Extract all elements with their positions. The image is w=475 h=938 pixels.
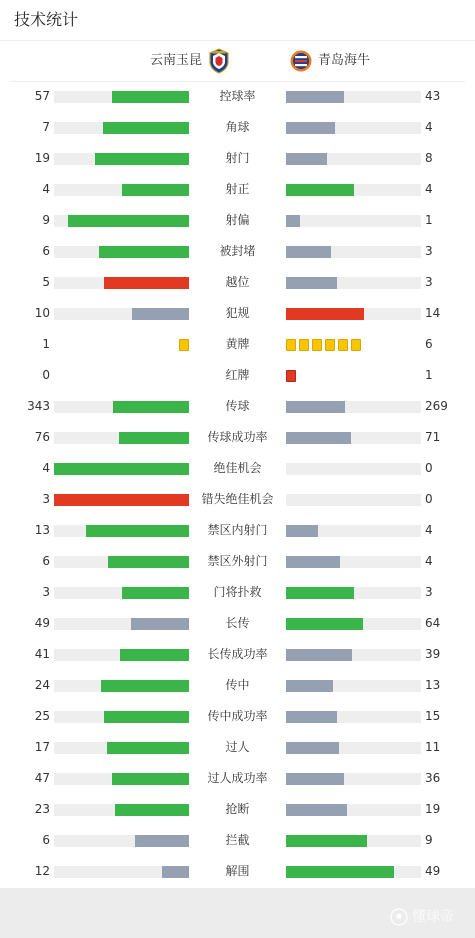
away-bar-track bbox=[286, 556, 421, 568]
home-value: 49 bbox=[34, 616, 50, 630]
watermark-text: 懂球帝 bbox=[412, 909, 454, 925]
away-bar-fill bbox=[286, 525, 318, 537]
home-bar-track bbox=[54, 215, 189, 227]
away-bar-track bbox=[286, 184, 421, 196]
away-bar-fill bbox=[286, 711, 337, 723]
away-value: 64 bbox=[425, 616, 441, 630]
away-bar-track bbox=[286, 215, 421, 227]
home-bar-fill bbox=[86, 525, 189, 537]
home-value: 5 bbox=[42, 275, 50, 289]
stat-row bbox=[0, 763, 475, 794]
stat-row bbox=[0, 732, 475, 763]
home-value: 9 bbox=[42, 213, 50, 227]
away-bar-track bbox=[286, 463, 421, 475]
away-value: 4 bbox=[425, 523, 433, 537]
home-cards bbox=[179, 339, 189, 351]
away-cards bbox=[286, 370, 296, 382]
home-bar-fill bbox=[95, 153, 190, 165]
football-icon bbox=[390, 908, 408, 926]
home-value: 19 bbox=[34, 151, 50, 165]
away-bar-track bbox=[286, 277, 421, 289]
stat-row bbox=[0, 825, 475, 856]
away-value: 0 bbox=[425, 461, 433, 475]
yellow-card-icon bbox=[325, 339, 335, 351]
away-bar-track bbox=[286, 835, 421, 847]
home-bar-fill bbox=[115, 804, 189, 816]
away-value: 19 bbox=[425, 802, 441, 816]
away-bar-track bbox=[286, 711, 421, 723]
home-bar-track bbox=[54, 649, 189, 661]
home-bar-track bbox=[54, 804, 189, 816]
home-value: 57 bbox=[34, 89, 50, 103]
home-bar-track bbox=[54, 494, 189, 506]
stat-row bbox=[0, 670, 475, 701]
away-value: 49 bbox=[425, 864, 441, 878]
home-bar-track bbox=[54, 866, 189, 878]
away-value: 3 bbox=[425, 275, 433, 289]
away-bar-track bbox=[286, 494, 421, 506]
home-value: 23 bbox=[34, 802, 50, 816]
home-value: 4 bbox=[42, 461, 50, 475]
stat-label: 传球 bbox=[225, 399, 250, 413]
away-bar-fill bbox=[286, 432, 351, 444]
home-value: 0 bbox=[42, 368, 50, 382]
stat-row bbox=[0, 267, 475, 298]
home-bar-track bbox=[54, 618, 189, 630]
home-bar-fill bbox=[132, 308, 189, 320]
away-team[interactable] bbox=[290, 47, 370, 75]
away-bar-track bbox=[286, 680, 421, 692]
stat-row bbox=[0, 112, 475, 143]
away-bar-fill bbox=[286, 680, 333, 692]
away-bar-fill bbox=[286, 308, 364, 320]
away-value: 71 bbox=[425, 430, 441, 444]
stat-row bbox=[0, 143, 475, 174]
away-bar-track bbox=[286, 866, 421, 878]
home-bar-track bbox=[54, 711, 189, 723]
stat-label: 传球成功率 bbox=[207, 430, 268, 444]
home-team-logo-icon bbox=[208, 48, 230, 74]
away-cards bbox=[286, 339, 361, 351]
home-bar-track bbox=[54, 401, 189, 413]
away-team-logo-icon bbox=[290, 48, 312, 74]
away-value: 36 bbox=[425, 771, 441, 785]
stat-label: 射正 bbox=[225, 182, 250, 196]
away-value: 43 bbox=[425, 89, 441, 103]
home-bar-track bbox=[54, 556, 189, 568]
home-bar-fill bbox=[113, 401, 189, 413]
home-value: 4 bbox=[42, 182, 50, 196]
away-value: 4 bbox=[425, 120, 433, 134]
home-bar-fill bbox=[122, 587, 190, 599]
stat-row bbox=[0, 205, 475, 236]
away-bar-track bbox=[286, 773, 421, 785]
away-bar-fill bbox=[286, 153, 327, 165]
home-bar-track bbox=[54, 835, 189, 847]
away-bar-fill bbox=[286, 215, 300, 227]
home-bar-fill bbox=[99, 246, 189, 258]
home-value: 7 bbox=[42, 120, 50, 134]
stat-row bbox=[0, 453, 475, 484]
away-value: 11 bbox=[425, 740, 441, 754]
stat-label: 禁区内射门 bbox=[207, 523, 268, 537]
home-bar-track bbox=[54, 91, 189, 103]
home-bar-fill bbox=[131, 618, 189, 630]
home-bar-track bbox=[54, 277, 189, 289]
stat-label: 传中成功率 bbox=[207, 709, 268, 723]
home-bar-fill bbox=[104, 711, 189, 723]
away-bar-fill bbox=[286, 277, 337, 289]
away-bar-track bbox=[286, 246, 421, 258]
stat-label: 传中 bbox=[225, 678, 250, 692]
away-value: 3 bbox=[425, 585, 433, 599]
away-team-name: 青岛海牛 bbox=[318, 53, 371, 68]
stat-label: 拦截 bbox=[225, 833, 250, 847]
stat-row bbox=[0, 701, 475, 732]
away-value: 9 bbox=[425, 833, 433, 847]
home-value: 25 bbox=[34, 709, 50, 723]
stat-label: 被封堵 bbox=[219, 244, 256, 258]
home-bar-fill bbox=[119, 432, 189, 444]
away-bar-track bbox=[286, 432, 421, 444]
away-bar-track bbox=[286, 401, 421, 413]
away-bar-fill bbox=[286, 742, 339, 754]
away-value: 0 bbox=[425, 492, 433, 506]
stat-label: 长传 bbox=[225, 616, 250, 630]
stat-row bbox=[0, 546, 475, 577]
away-value: 1 bbox=[425, 213, 433, 227]
stat-row bbox=[0, 236, 475, 267]
home-bar-track bbox=[54, 184, 189, 196]
stat-row bbox=[0, 174, 475, 205]
away-bar-fill bbox=[286, 556, 340, 568]
away-value: 8 bbox=[425, 151, 433, 165]
home-value: 17 bbox=[34, 740, 50, 754]
home-bar-fill bbox=[122, 184, 190, 196]
home-bar-fill bbox=[68, 215, 190, 227]
header bbox=[0, 0, 475, 41]
home-value: 3 bbox=[42, 492, 50, 506]
home-value: 1 bbox=[42, 337, 50, 351]
away-bar-track bbox=[286, 587, 421, 599]
stat-row bbox=[0, 856, 475, 887]
home-bar-track bbox=[54, 773, 189, 785]
home-value: 12 bbox=[34, 864, 50, 878]
home-bar-fill bbox=[108, 556, 189, 568]
stat-row bbox=[0, 577, 475, 608]
stat-row bbox=[0, 360, 475, 391]
away-bar-track bbox=[286, 742, 421, 754]
home-value: 343 bbox=[27, 399, 50, 413]
away-value: 4 bbox=[425, 182, 433, 196]
away-bar-track bbox=[286, 618, 421, 630]
stat-row bbox=[0, 329, 475, 360]
away-bar-track bbox=[286, 122, 421, 134]
stat-label: 解围 bbox=[225, 864, 250, 878]
stat-label: 射偏 bbox=[225, 213, 250, 227]
home-value: 13 bbox=[34, 523, 50, 537]
stat-label: 长传成功率 bbox=[207, 647, 268, 661]
home-value: 6 bbox=[42, 244, 50, 258]
home-bar-track bbox=[54, 680, 189, 692]
stat-label: 门将扑救 bbox=[213, 585, 262, 599]
home-bar-track bbox=[54, 587, 189, 599]
stat-label: 过人成功率 bbox=[207, 771, 268, 785]
stat-label: 红牌 bbox=[225, 368, 250, 382]
away-bar-fill bbox=[286, 91, 344, 103]
stat-label: 角球 bbox=[225, 120, 250, 134]
away-bar-fill bbox=[286, 587, 354, 599]
yellow-card-icon bbox=[179, 339, 189, 351]
home-bar-track bbox=[54, 153, 189, 165]
home-bar-fill bbox=[107, 742, 189, 754]
stat-label: 过人 bbox=[225, 740, 250, 754]
stat-row bbox=[0, 422, 475, 453]
away-bar-fill bbox=[286, 866, 394, 878]
home-team-name: 云南玉昆 bbox=[149, 53, 202, 68]
home-bar-track bbox=[54, 463, 189, 475]
away-bar-fill bbox=[286, 401, 345, 413]
home-bar-fill bbox=[103, 122, 189, 134]
yellow-card-icon bbox=[338, 339, 348, 351]
home-value: 24 bbox=[34, 678, 50, 692]
stat-row bbox=[0, 608, 475, 639]
home-bar-track bbox=[54, 742, 189, 754]
home-bar-fill bbox=[112, 91, 189, 103]
stat-label: 射门 bbox=[225, 151, 250, 165]
home-bar-fill bbox=[120, 649, 189, 661]
away-bar-fill bbox=[286, 184, 354, 196]
home-bar-track bbox=[54, 525, 189, 537]
stat-label: 错失绝佳机会 bbox=[201, 492, 274, 506]
yellow-card-icon bbox=[286, 339, 296, 351]
stat-row bbox=[0, 298, 475, 329]
stat-label: 抢断 bbox=[225, 802, 250, 816]
away-bar-track bbox=[286, 525, 421, 537]
watermark bbox=[390, 907, 454, 927]
stat-row bbox=[0, 484, 475, 515]
home-bar-fill bbox=[54, 494, 189, 506]
home-value: 47 bbox=[34, 771, 50, 785]
stat-label: 控球率 bbox=[219, 89, 256, 103]
away-bar-fill bbox=[286, 618, 363, 630]
home-bar-fill bbox=[101, 680, 189, 692]
away-bar-fill bbox=[286, 649, 352, 661]
stat-label: 禁区外射门 bbox=[207, 554, 268, 568]
yellow-card-icon bbox=[351, 339, 361, 351]
away-value: 39 bbox=[425, 647, 441, 661]
stat-row bbox=[0, 515, 475, 546]
away-bar-track bbox=[286, 308, 421, 320]
away-value: 1 bbox=[425, 368, 433, 382]
home-value: 41 bbox=[34, 647, 50, 661]
home-team[interactable] bbox=[150, 47, 230, 75]
stat-row bbox=[0, 391, 475, 422]
away-value: 4 bbox=[425, 554, 433, 568]
yellow-card-icon bbox=[299, 339, 309, 351]
stat-label: 越位 bbox=[225, 275, 250, 289]
home-value: 6 bbox=[42, 554, 50, 568]
away-bar-track bbox=[286, 91, 421, 103]
stat-row bbox=[0, 639, 475, 670]
home-bar-track bbox=[54, 308, 189, 320]
yellow-card-icon bbox=[312, 339, 322, 351]
away-value: 15 bbox=[425, 709, 441, 723]
away-bar-track bbox=[286, 153, 421, 165]
away-value: 269 bbox=[425, 399, 448, 413]
home-bar-fill bbox=[54, 463, 189, 475]
home-bar-track bbox=[54, 432, 189, 444]
away-bar-fill bbox=[286, 804, 347, 816]
stat-label: 犯规 bbox=[225, 306, 250, 320]
home-bar-track bbox=[54, 246, 189, 258]
away-value: 14 bbox=[425, 306, 441, 320]
away-bar-fill bbox=[286, 773, 344, 785]
stat-row bbox=[0, 81, 475, 112]
home-value: 76 bbox=[34, 430, 50, 444]
teams-header bbox=[10, 41, 465, 82]
red-card-icon bbox=[286, 370, 296, 382]
away-bar-fill bbox=[286, 835, 367, 847]
home-value: 10 bbox=[34, 306, 50, 320]
stat-label: 黄牌 bbox=[225, 337, 250, 351]
home-bar-fill bbox=[162, 866, 189, 878]
away-bar-fill bbox=[286, 122, 335, 134]
stats-list bbox=[0, 81, 475, 887]
home-value: 6 bbox=[42, 833, 50, 847]
away-value: 13 bbox=[425, 678, 441, 692]
home-bar-fill bbox=[135, 835, 189, 847]
home-bar-fill bbox=[104, 277, 189, 289]
home-bar-track bbox=[54, 122, 189, 134]
away-bar-track bbox=[286, 649, 421, 661]
home-value: 3 bbox=[42, 585, 50, 599]
away-value: 6 bbox=[425, 337, 433, 351]
away-bar-fill bbox=[286, 246, 331, 258]
stat-row bbox=[0, 794, 475, 825]
away-value: 3 bbox=[425, 244, 433, 258]
page-title: 技术统计 bbox=[14, 10, 79, 29]
away-bar-track bbox=[286, 804, 421, 816]
stat-label: 绝佳机会 bbox=[213, 461, 262, 475]
home-bar-fill bbox=[112, 773, 189, 785]
